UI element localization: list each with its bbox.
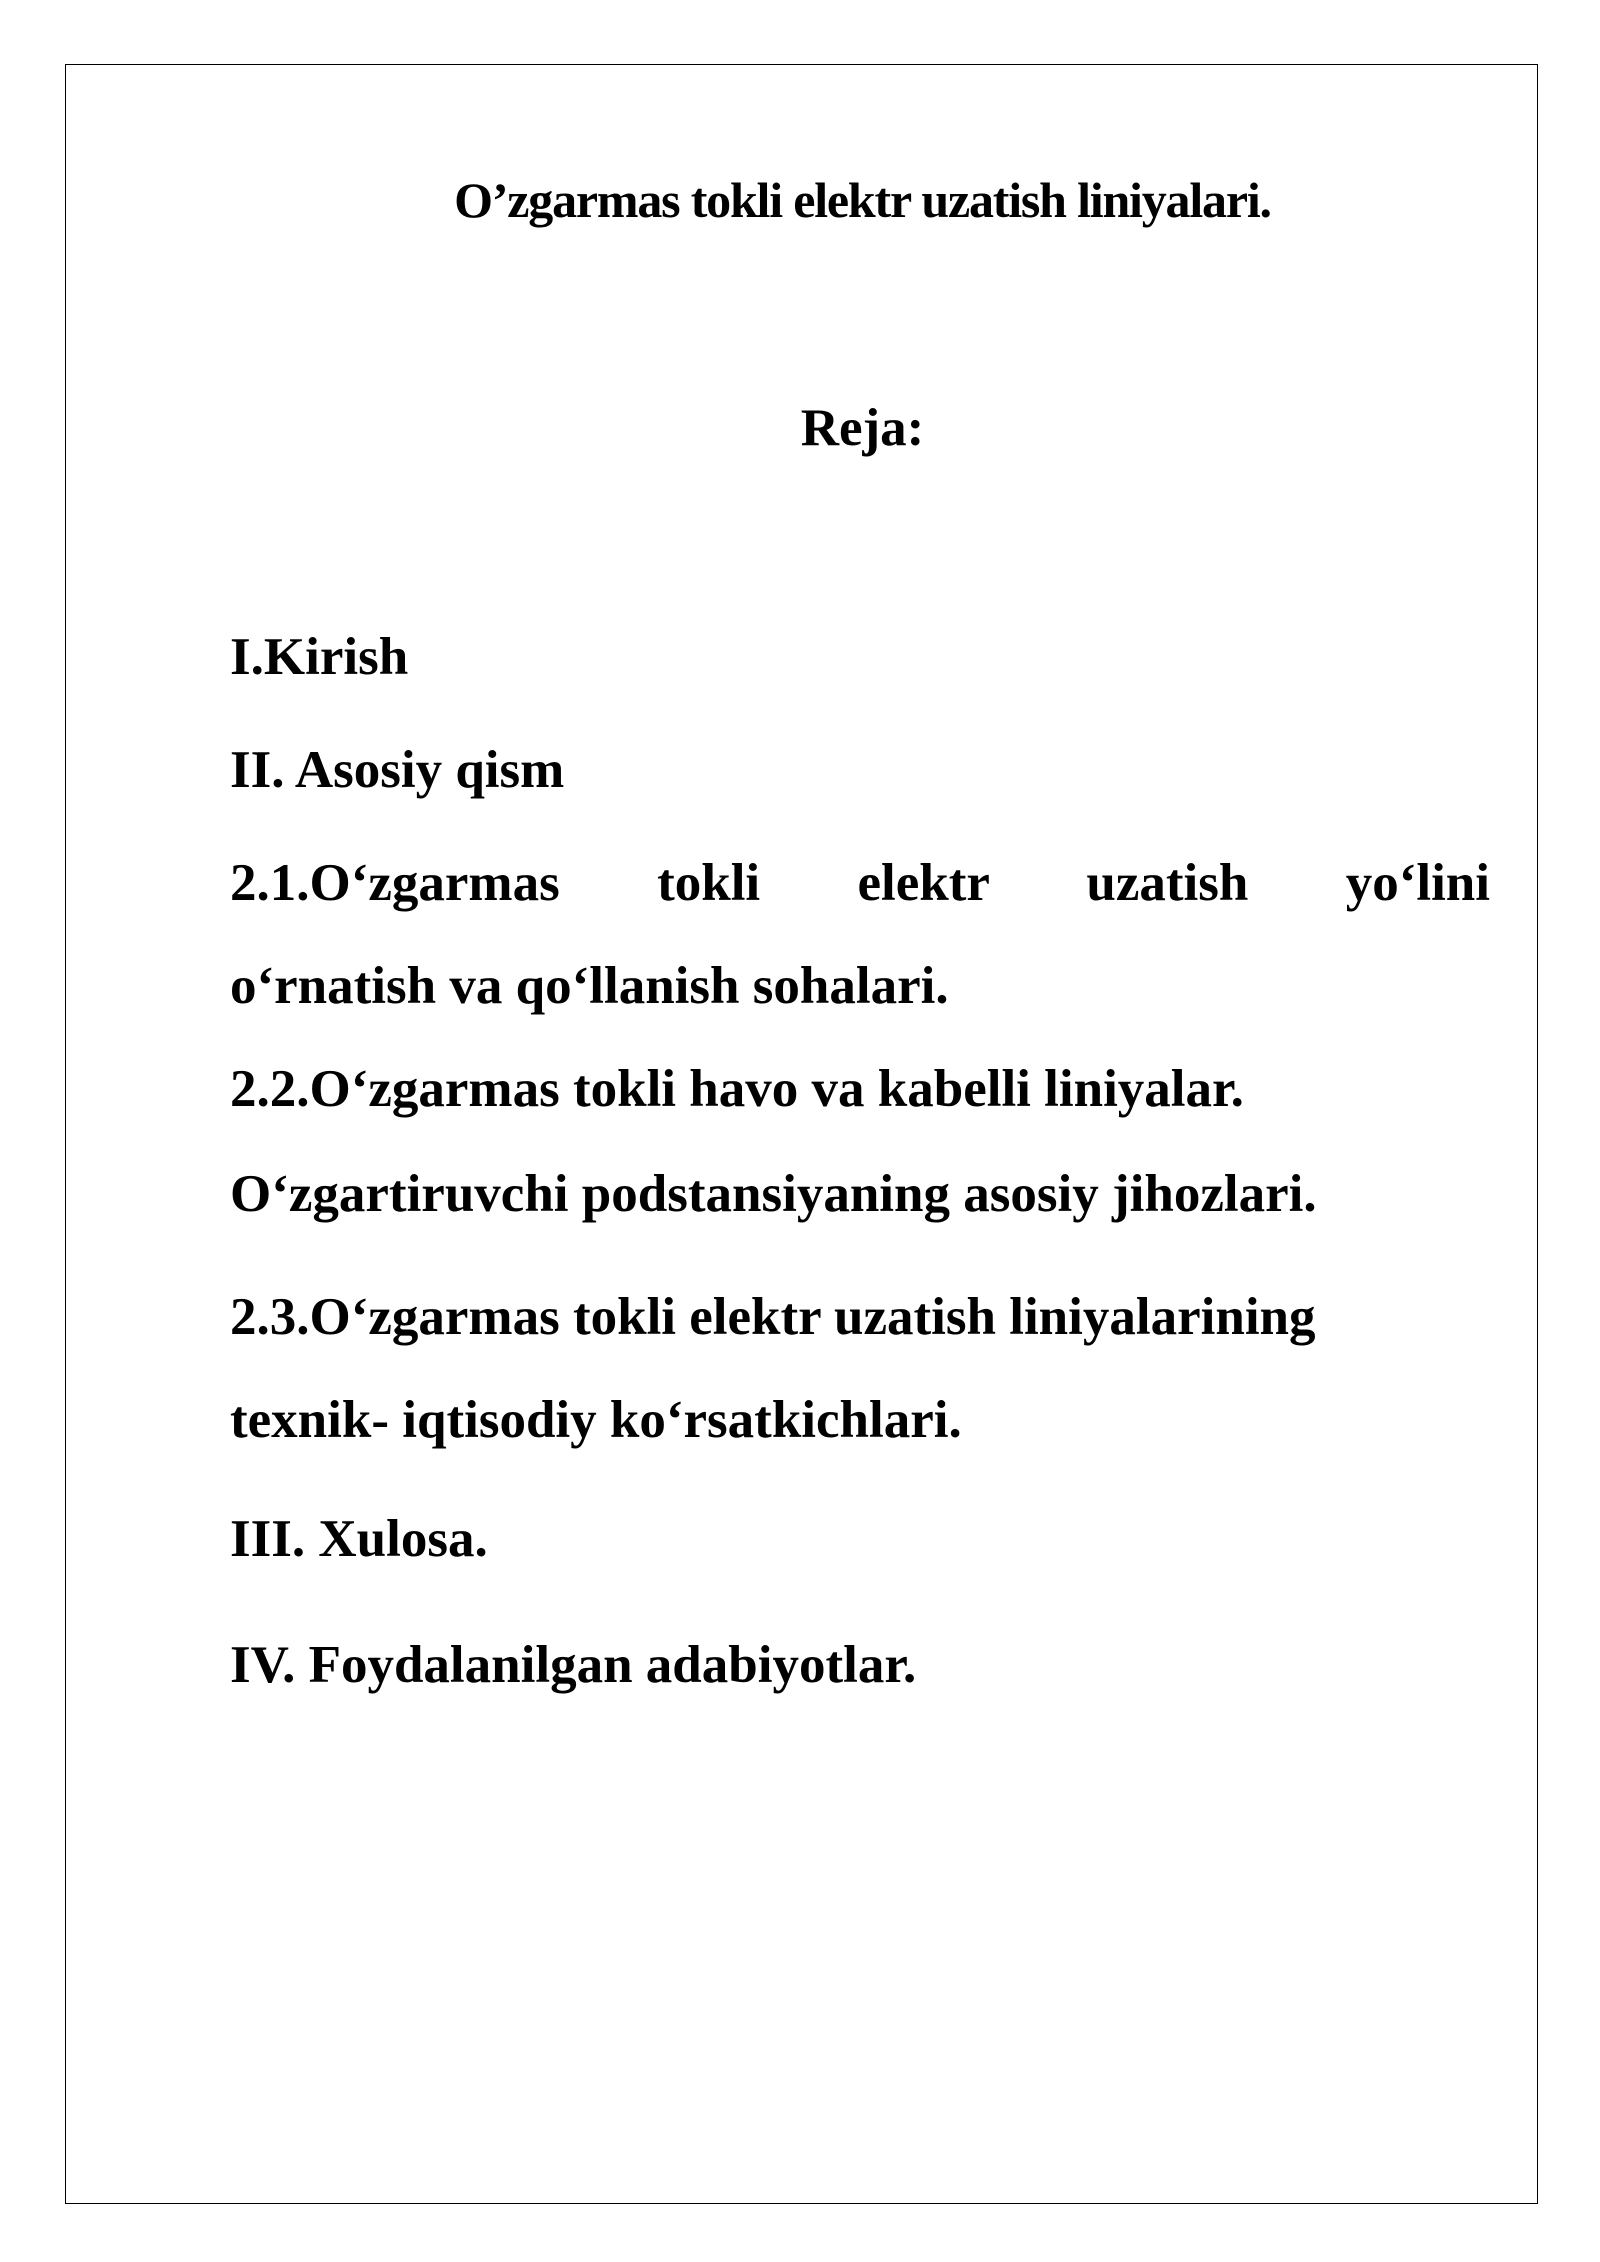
plan-item-2-1-line-2: o‘rnatish va qo‘llanish sohalari. <box>230 957 949 1015</box>
plan-item-2-3-line-2: texnik- iqtisodiy ko‘rsatkichlari. <box>230 1391 962 1449</box>
plan-item-2-2-line-1: 2.2.O‘zgarmas tokli havo va kabelli liniyalar. <box>230 1060 1244 1118</box>
plan-item-2-2-line-2: O‘zgartiruvchi podstansiyaning asosiy jihozlari. <box>230 1165 1317 1223</box>
plan-item-conclusion: III. Xulosa. <box>230 1510 488 1568</box>
document-title: O’zgarmas tokli elektr uzatish liniyalari. <box>454 172 1271 228</box>
plan-item-introduction: I.Kirish <box>230 628 409 686</box>
plan-item-2-1-line-1: 2.1.O‘zgarmas tokli elektr uzatish yo‘lini <box>230 854 1490 912</box>
plan-item-references: IV. Foydalanilgan adabiyotlar. <box>230 1636 917 1694</box>
plan-item-2-3-line-1: 2.3.O‘zgarmas tokli elektr uzatish liniyalarining <box>230 1288 1316 1346</box>
page-border <box>65 64 1538 2204</box>
plan-heading: Reja: <box>800 399 925 457</box>
plan-item-main-part: II. Asosiy qism <box>230 741 565 799</box>
